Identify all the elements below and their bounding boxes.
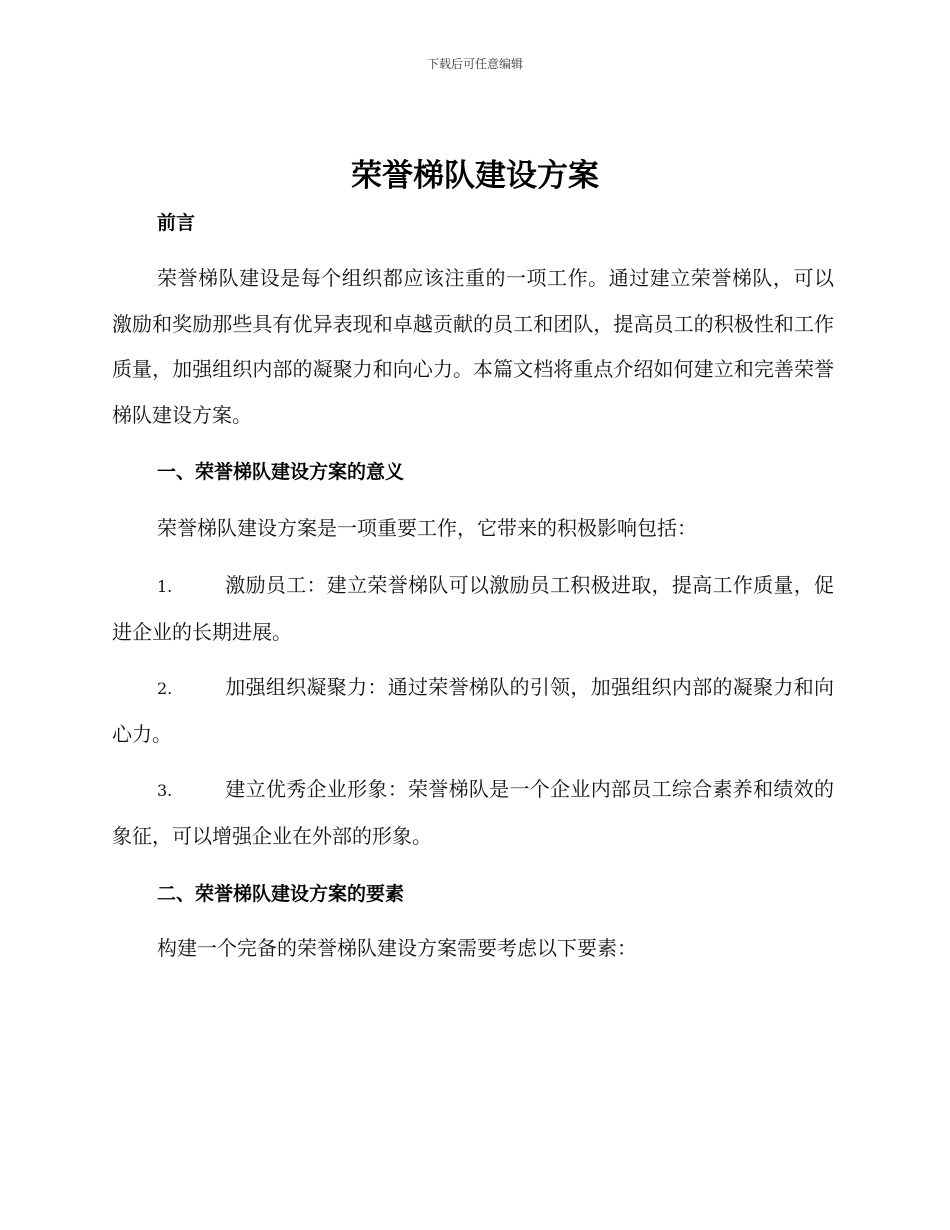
section-2-heading: 二、荣誉梯队建设方案的要素 [157, 883, 405, 905]
section-1-heading: 一、荣誉梯队建设方案的意义 [157, 461, 405, 483]
page-header: 下载后可任意编辑 [426, 57, 523, 71]
list-item [112, 665, 834, 757]
list-item-number: 1. [157, 577, 173, 596]
preface-heading: 前言 [157, 212, 196, 234]
document-title: 荣誉梯队建设方案 [351, 158, 599, 194]
list-item-number: 2. [157, 679, 173, 698]
list-item-text: 建立优秀企业形象：荣誉梯队是一个企业内部员工综合素养和绩效的象征，可以增强企业在外部的形象。 [112, 777, 834, 848]
section-2-intro: 构建一个完备的荣誉梯队建设方案需要考虑以下要素： [157, 936, 637, 960]
list-item [112, 767, 834, 859]
list-item [112, 563, 834, 655]
list-item-text: 加强组织凝聚力：通过荣誉梯队的引领，加强组织内部的凝聚力和向心力。 [112, 675, 834, 746]
section-1-intro: 荣誉梯队建设方案是一项重要工作，它带来的积极影响包括： [157, 516, 697, 540]
list-item-number: 3. [157, 781, 173, 800]
list-item-text: 激励员工：建立荣誉梯队可以激励员工积极进取，提高工作质量，促进企业的长期进展。 [112, 573, 834, 644]
preface-paragraph: 荣誉梯队建设是每个组织都应该注重的一项工作。通过建立荣誉梯队，可以激励和奖励那些具有优异表现和卓越贡献的员工和团队，提高员工的积极性和工作质量，加强组织内部的凝聚力和向心力。本篇文档将重点介绍如何建立和完善荣誉梯队建设方案。 [112, 266, 834, 427]
